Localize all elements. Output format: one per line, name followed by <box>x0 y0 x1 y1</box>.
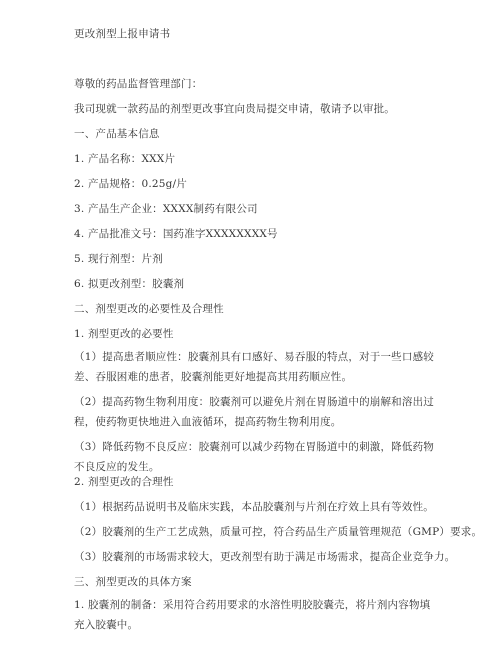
document-title: 更改剂型上报申请书 <box>74 28 171 40</box>
section-2-sub2-point: （2）胶囊剂的生产工艺成熟，质量可控，符合药品生产质量管理规范（GMP）要求。 <box>74 526 483 538</box>
section-2-sub2-point: （3）胶囊剂的市场需求较大，更改剂型有助于满足市场需求，提高企业竞争力。 <box>74 551 456 563</box>
section-1-item: 5. 现行剂型：片剂 <box>74 253 163 265</box>
section-3-item: 1. 胶囊剂的制备：采用符合药用要求的水溶性明胶胶囊壳，将片剂内容物填充入胶囊中。 <box>74 599 431 631</box>
salutation: 尊敬的药品监督管理部门： <box>74 78 203 90</box>
intro-paragraph: 我司现就一款药品的剂型更改事宜向贵局提交申请，敬请予以审批。 <box>74 103 395 115</box>
section-2-sub2-heading: 2. 剂型更改的合理性 <box>74 476 174 488</box>
section-2-sub1-point: （3）降低药物不良反应：胶囊剂可以减少药物在胃肠道中的刺激，降低药物不良反应的发生。 <box>74 441 434 473</box>
section-2-sub1-heading: 1. 剂型更改的必要性 <box>74 328 174 340</box>
section-2-sub1-point: （2）提高药物生物利用度：胶囊剂可以避免片剂在胃肠道中的崩解和溶出过程，使药物更快地进入血液循环，提高药物生物利用度。 <box>74 396 434 428</box>
section-2-sub2-point: （1）根据药品说明书及临床实践，本品胶囊剂与片剂在疗效上具有等效性。 <box>74 501 434 513</box>
section-2-sub1-point: （1）提高患者顺应性：胶囊剂具有口感好、易吞服的特点，对于一些口感较差、吞服困难的患者，胶囊剂能更好地提高其用药顺应性。 <box>74 351 434 383</box>
section-1-item: 4. 产品批准文号：国药准字XXXXXXXX号 <box>74 228 278 240</box>
section-1-item: 1. 产品名称：XXX片 <box>74 153 176 165</box>
section-3-heading: 三、剂型更改的具体方案 <box>74 576 192 588</box>
section-1-item: 2. 产品规格：0.25g/片 <box>74 178 187 190</box>
section-2-heading: 二、剂型更改的必要性及合理性 <box>74 303 224 315</box>
section-1-item: 3. 产品生产企业：XXXX制药有限公司 <box>74 203 258 215</box>
section-1-item: 6. 拟更改剂型：胶囊剂 <box>74 278 185 290</box>
section-1-heading: 一、产品基本信息 <box>74 128 160 140</box>
